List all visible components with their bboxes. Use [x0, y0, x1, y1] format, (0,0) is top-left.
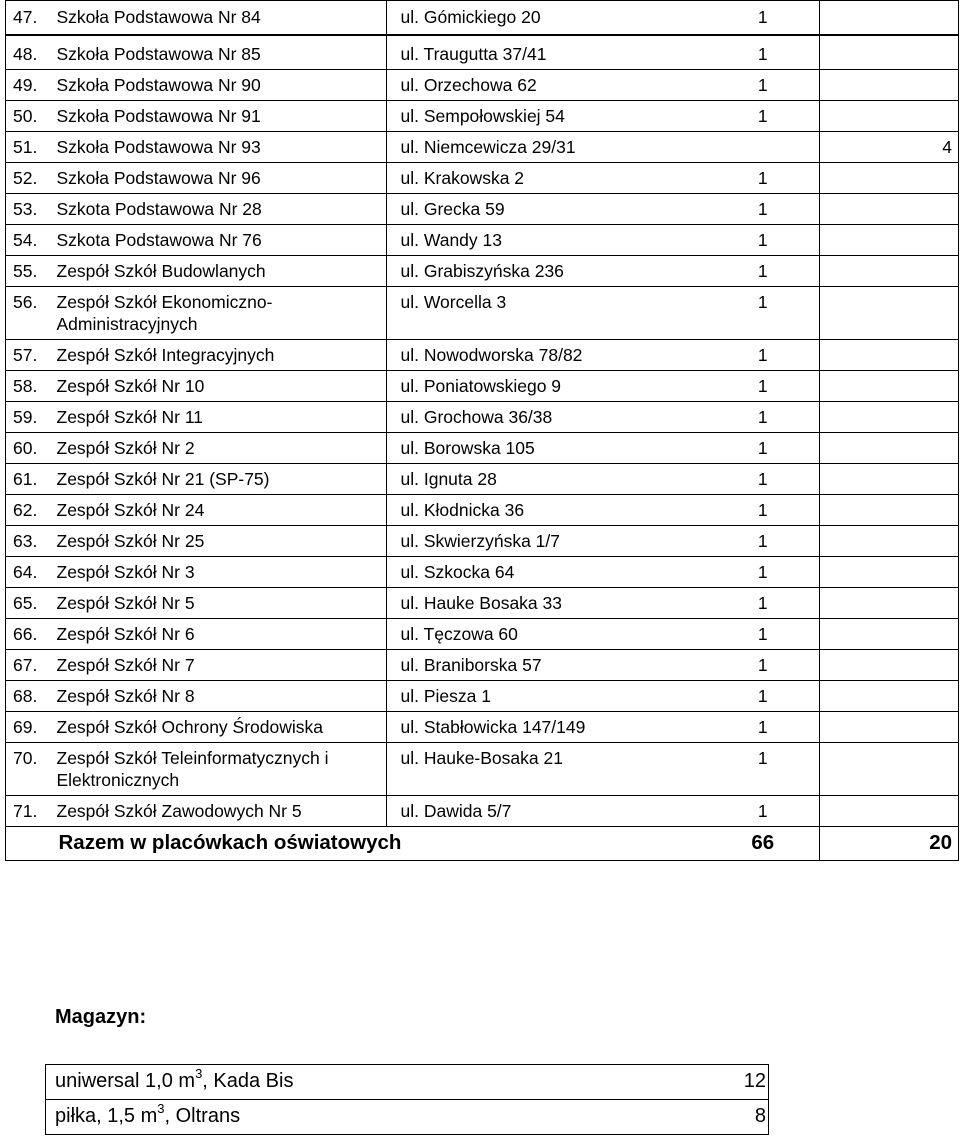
row-number: 67. — [6, 650, 49, 681]
magazyn-row — [46, 1100, 769, 1135]
school-address: ul. Skwierzyńska 1/7 — [395, 526, 707, 557]
school-address: ul. Grabiszyńska 236 — [395, 256, 707, 287]
extra-count — [820, 402, 959, 433]
row-number: 63. — [6, 526, 49, 557]
spacer-cell — [387, 340, 395, 371]
extra-count — [820, 101, 959, 132]
row-number: 61. — [6, 464, 49, 495]
table-row — [6, 36, 959, 70]
extra-count — [820, 557, 959, 588]
total-row — [6, 827, 959, 861]
spacer-cell — [387, 36, 395, 70]
row-number: 64. — [6, 557, 49, 588]
school-name: Szkota Podstawowa Nr 76 — [49, 225, 387, 256]
row-number: 53. — [6, 194, 49, 225]
school-count: 1 — [707, 194, 820, 225]
school-address: ul. Niemcewicza 29/31 — [395, 132, 707, 163]
school-name: Szkota Podstawowa Nr 28 — [49, 194, 387, 225]
school-name: Zespół Szkół Nr 8 — [49, 681, 387, 712]
extra-count — [820, 464, 959, 495]
table-row — [6, 194, 959, 225]
extra-count — [820, 371, 959, 402]
school-count: 1 — [707, 495, 820, 526]
school-name: Zespół Szkół Nr 5 — [49, 588, 387, 619]
school-address: ul. Hauke Bosaka 33 — [395, 588, 707, 619]
magazyn-item-qty: 12 — [666, 1065, 769, 1100]
spacer-cell — [387, 402, 395, 433]
school-address: ul. Ignuta 28 — [395, 464, 707, 495]
magazyn-item-name: piłka, 1,5 m — [55, 1105, 158, 1127]
extra-count — [820, 495, 959, 526]
row-number: 56. — [6, 287, 49, 340]
spacer-cell — [387, 712, 395, 743]
school-address: ul. Sempołowskiej 54 — [395, 101, 707, 132]
school-count: 1 — [707, 101, 820, 132]
school-address: ul. Wandy 13 — [395, 225, 707, 256]
spacer-cell — [387, 256, 395, 287]
table-row — [6, 256, 959, 287]
extra-count — [820, 287, 959, 340]
extra-count — [820, 681, 959, 712]
school-count: 1 — [707, 681, 820, 712]
table-row — [6, 681, 959, 712]
school-name: Zespół Szkół Nr 25 — [49, 526, 387, 557]
extra-count — [820, 70, 959, 101]
table-row — [6, 743, 959, 796]
total-count: 66 — [707, 827, 820, 861]
schools-table-body — [6, 1, 959, 861]
spacer-cell — [387, 464, 395, 495]
school-address: ul. Borowska 105 — [395, 433, 707, 464]
row-number: 70. — [6, 743, 49, 796]
school-count: 1 — [707, 743, 820, 796]
school-count: 1 — [707, 402, 820, 433]
schools-table — [5, 0, 959, 861]
extra-count — [820, 433, 959, 464]
school-count: 1 — [707, 796, 820, 827]
school-name: Zespół Szkół Teleinformatycznych i Elektronicznych — [49, 743, 387, 796]
table-row — [6, 650, 959, 681]
spacer-cell — [387, 743, 395, 796]
school-count: 1 — [707, 712, 820, 743]
school-name: Zespół Szkół Nr 6 — [49, 619, 387, 650]
table-row — [6, 101, 959, 132]
spacer-cell — [387, 1, 395, 35]
row-number: 57. — [6, 340, 49, 371]
extra-count — [820, 650, 959, 681]
spacer-cell — [387, 101, 395, 132]
school-address: ul. Tęczowa 60 — [395, 619, 707, 650]
school-name: Zespół Szkół Ekonomiczno- Administracyjnych — [49, 287, 387, 340]
magazyn-item-supplier: , Kada Bis — [202, 1070, 294, 1092]
extra-count — [820, 225, 959, 256]
spacer-cell — [387, 557, 395, 588]
school-name: Szkoła Podstawowa Nr 85 — [49, 36, 387, 70]
school-count: 1 — [707, 526, 820, 557]
school-count: 1 — [707, 287, 820, 340]
spacer-cell — [387, 619, 395, 650]
table-row — [6, 557, 959, 588]
school-name: Zespół Szkół Nr 7 — [49, 650, 387, 681]
school-name: Zespół Szkół Budowlanych — [49, 256, 387, 287]
table-row — [6, 495, 959, 526]
school-address: ul. Grochowa 36/38 — [395, 402, 707, 433]
magazyn-item-unit-exponent: 3 — [195, 1066, 203, 1081]
school-count: 1 — [707, 1, 820, 35]
school-name: Szkoła Podstawowa Nr 93 — [49, 132, 387, 163]
school-address: ul. Poniatowskiego 9 — [395, 371, 707, 402]
row-number: 66. — [6, 619, 49, 650]
school-count: 1 — [707, 225, 820, 256]
school-name: Szkoła Podstawowa Nr 91 — [49, 101, 387, 132]
magazyn-row — [46, 1065, 769, 1100]
total-extra: 20 — [820, 827, 959, 861]
table-row — [6, 712, 959, 743]
row-number: 65. — [6, 588, 49, 619]
school-count: 1 — [707, 557, 820, 588]
row-number: 51. — [6, 132, 49, 163]
school-address: ul. Dawida 5/7 — [395, 796, 707, 827]
school-count: 1 — [707, 433, 820, 464]
extra-count — [820, 36, 959, 70]
school-address: ul. Braniborska 57 — [395, 650, 707, 681]
school-count: 1 — [707, 464, 820, 495]
magazyn-item-qty: 8 — [666, 1100, 769, 1135]
school-address: ul. Hauke-Bosaka 21 — [395, 743, 707, 796]
extra-count — [820, 340, 959, 371]
spacer-cell — [387, 681, 395, 712]
school-count: 1 — [707, 650, 820, 681]
school-count: 1 — [707, 371, 820, 402]
school-address: ul. Piesza 1 — [395, 681, 707, 712]
extra-count — [820, 163, 959, 194]
magazyn-item — [46, 1065, 666, 1100]
extra-count — [820, 796, 959, 827]
spacer-cell — [387, 526, 395, 557]
table-row — [6, 796, 959, 827]
school-name: Zespół Szkół Integracyjnych — [49, 340, 387, 371]
row-number: 58. — [6, 371, 49, 402]
spacer-cell — [387, 371, 395, 402]
magazyn-table — [45, 1064, 769, 1135]
spacer-cell — [387, 495, 395, 526]
school-count: 1 — [707, 256, 820, 287]
school-name: Zespół Szkół Nr 3 — [49, 557, 387, 588]
school-address: ul. Krakowska 2 — [395, 163, 707, 194]
school-count — [707, 132, 820, 163]
spacer-cell — [387, 194, 395, 225]
school-name: Szkoła Podstawowa Nr 96 — [49, 163, 387, 194]
table-row — [6, 70, 959, 101]
school-count: 1 — [707, 36, 820, 70]
school-name: Zespół Szkół Zawodowych Nr 5 — [49, 796, 387, 827]
school-address: ul. Worcella 3 — [395, 287, 707, 340]
school-name: Szkoła Podstawowa Nr 84 — [49, 1, 387, 35]
row-number: 68. — [6, 681, 49, 712]
table-row — [6, 619, 959, 650]
school-name: Zespół Szkół Nr 24 — [49, 495, 387, 526]
row-number: 54. — [6, 225, 49, 256]
school-address: ul. Traugutta 37/41 — [395, 36, 707, 70]
spacer-cell — [387, 287, 395, 340]
magazyn-table-body — [46, 1065, 769, 1135]
school-count: 1 — [707, 619, 820, 650]
row-number: 49. — [6, 70, 49, 101]
table-row — [6, 340, 959, 371]
total-number-cell — [6, 827, 49, 861]
row-number: 52. — [6, 163, 49, 194]
row-number: 62. — [6, 495, 49, 526]
spacer-cell — [387, 225, 395, 256]
row-number: 55. — [6, 256, 49, 287]
school-address: ul. Szkocka 64 — [395, 557, 707, 588]
school-name: Szkoła Podstawowa Nr 90 — [49, 70, 387, 101]
school-name: Zespół Szkół Ochrony Środowiska — [49, 712, 387, 743]
school-name: Zespół Szkół Nr 2 — [49, 433, 387, 464]
magazyn-heading: Magazyn: — [55, 1006, 147, 1028]
table-row — [6, 371, 959, 402]
school-address: ul. Gómickiego 20 — [395, 1, 707, 35]
spacer-cell — [387, 588, 395, 619]
table-row — [6, 225, 959, 256]
extra-count — [820, 526, 959, 557]
extra-count — [820, 256, 959, 287]
school-address: ul. Grecka 59 — [395, 194, 707, 225]
table-row — [6, 1, 959, 35]
row-number: 69. — [6, 712, 49, 743]
table-row — [6, 526, 959, 557]
table-row — [6, 588, 959, 619]
row-number: 47. — [6, 1, 49, 35]
school-name: Zespół Szkół Nr 11 — [49, 402, 387, 433]
row-number: 50. — [6, 101, 49, 132]
school-count: 1 — [707, 70, 820, 101]
table-row — [6, 287, 959, 340]
school-address: ul. Nowodworska 78/82 — [395, 340, 707, 371]
row-number: 60. — [6, 433, 49, 464]
row-number: 59. — [6, 402, 49, 433]
table-row — [6, 163, 959, 194]
spacer-cell — [387, 433, 395, 464]
extra-count — [820, 712, 959, 743]
extra-count — [820, 194, 959, 225]
magazyn-item — [46, 1100, 666, 1135]
school-count: 1 — [707, 588, 820, 619]
magazyn-item-name: uniwersal 1,0 m — [55, 1070, 196, 1092]
spacer-cell — [387, 650, 395, 681]
school-address: ul. Kłodnicka 36 — [395, 495, 707, 526]
table-row — [6, 464, 959, 495]
row-number: 71. — [6, 796, 49, 827]
spacer-cell — [387, 163, 395, 194]
magazyn-item-unit-exponent: 3 — [157, 1101, 165, 1116]
table-row — [6, 433, 959, 464]
spacer-cell — [387, 796, 395, 827]
extra-count — [820, 619, 959, 650]
extra-count — [820, 588, 959, 619]
school-name: Zespół Szkół Nr 21 (SP-75) — [49, 464, 387, 495]
spacer-cell — [387, 132, 395, 163]
extra-count — [820, 1, 959, 35]
spacer-cell — [387, 70, 395, 101]
school-address: ul. Stabłowicka 147/149 — [395, 712, 707, 743]
school-count: 1 — [707, 340, 820, 371]
magazyn-item-supplier: , Oltrans — [164, 1105, 241, 1127]
extra-count — [820, 743, 959, 796]
extra-count: 4 — [820, 132, 959, 163]
school-count: 1 — [707, 163, 820, 194]
total-label: Razem w placówkach oświatowych — [49, 827, 707, 861]
table-row — [6, 402, 959, 433]
table-row — [6, 132, 959, 163]
school-name: Zespół Szkół Nr 10 — [49, 371, 387, 402]
school-address: ul. Orzechowa 62 — [395, 70, 707, 101]
row-number: 48. — [6, 36, 49, 70]
